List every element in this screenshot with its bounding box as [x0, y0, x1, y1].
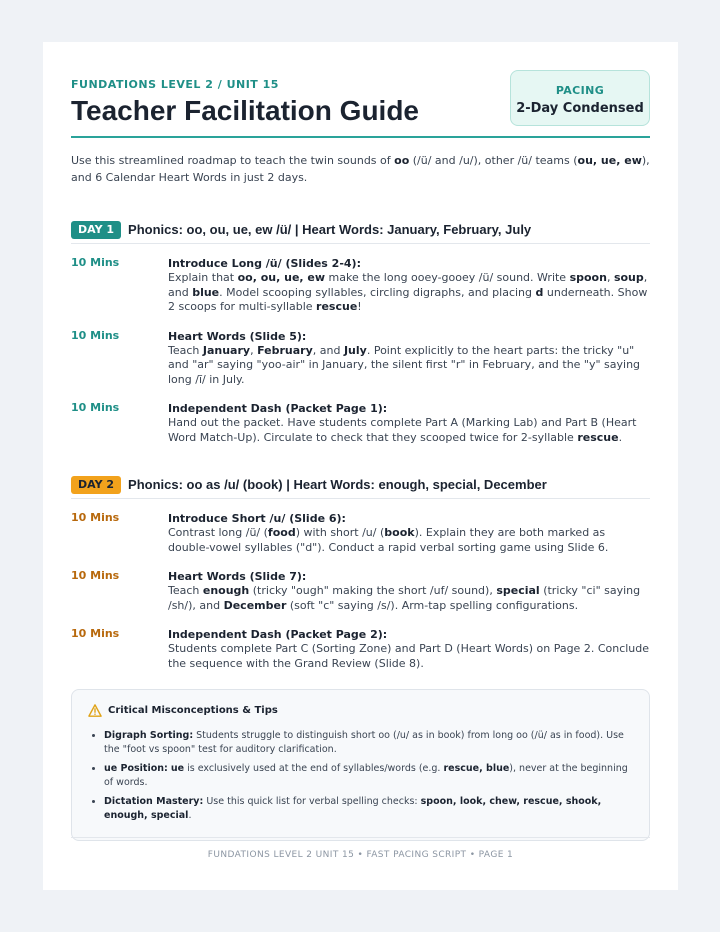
day-2-section — [71, 475, 650, 671]
tip-item — [104, 729, 633, 757]
activity-duration: 10 Mins — [71, 511, 120, 524]
intro-paragraph — [71, 152, 650, 186]
text-run: ), and 6 Calendar Heart Words in just 2 days. — [71, 154, 650, 184]
bold-term: book — [384, 526, 415, 539]
day-header — [71, 475, 650, 499]
activity-row — [71, 329, 650, 388]
text-run: , — [250, 343, 258, 357]
activity-duration: 10 Mins — [71, 401, 120, 414]
text-run: ). Explain they are both marked as double-vowel syllables ("d"). Conduct a rapid verbal sorting game using Slide 6. — [168, 526, 609, 554]
tip-item — [104, 762, 633, 790]
text-run: is exclusively used at the end of syllables/words (e.g. — [184, 763, 444, 774]
bold-term: July — [343, 343, 367, 357]
text-run: , and — [168, 271, 648, 299]
page-title: Teacher Facilitation Guide — [71, 95, 420, 126]
bold-term: rescue — [316, 300, 358, 313]
bold-term: soup — [613, 271, 644, 284]
activity-body — [168, 256, 650, 315]
text-run: , — [606, 271, 614, 284]
activity-description — [168, 271, 650, 315]
day-badge: DAY 1 — [71, 221, 121, 239]
pacing-box — [510, 70, 650, 126]
bold-term: rescue — [577, 430, 619, 444]
page-footer: FUNDATIONS LEVEL 2 UNIT 15 • FAST PACING SCRIPT • PAGE 1 — [71, 837, 650, 860]
text-run: make the long ooey-gooey /ü/ sound. Write — [325, 271, 570, 284]
text-run: . — [618, 430, 623, 444]
bold-term: blue — [192, 285, 220, 299]
activity-description — [168, 584, 650, 613]
activity-title: Heart Words (Slide 7): — [168, 570, 307, 583]
bold-term: special — [496, 584, 540, 597]
bold-term: oo, ou, ue, ew — [237, 271, 326, 284]
activity-body — [168, 401, 650, 445]
activity-duration: 10 Mins — [71, 569, 120, 582]
bold-term: February — [257, 343, 313, 357]
activity-description — [168, 642, 650, 671]
activity-list — [71, 256, 650, 445]
activity-list — [71, 511, 650, 671]
day-badge: DAY 2 — [71, 476, 121, 494]
text-run: Teach — [168, 343, 203, 357]
day-1-section — [71, 220, 650, 445]
text-run: Contrast long /ü/ ( — [168, 526, 268, 539]
text-run: underneath. Show 2 scoops for multi-syllable — [168, 285, 648, 313]
bold-term: rescue, blue — [443, 763, 510, 774]
unit-eyebrow: FUNDATIONS LEVEL 2 / UNIT 15 — [71, 78, 279, 91]
tips-list — [88, 729, 633, 823]
activity-body — [168, 569, 650, 613]
warning-triangle-icon — [88, 704, 102, 717]
activity-duration: 10 Mins — [71, 256, 120, 269]
text-run: ! — [357, 300, 362, 313]
day-title: Phonics: oo as /u/ (book) | Heart Words: enough, special, December — [128, 477, 547, 492]
bold-term: Digraph Sorting: — [104, 730, 194, 741]
text-run: (tricky "ci" saying /sh/), and — [168, 584, 641, 612]
text-run: ) with short /u/ ( — [295, 526, 385, 539]
tips-box — [71, 689, 650, 841]
tips-title: Critical Misconceptions & Tips — [108, 705, 278, 716]
bold-term: Dictation Mastery: — [104, 796, 204, 807]
text-run: Explain that — [168, 271, 238, 284]
activity-body — [168, 511, 650, 555]
activity-row — [71, 511, 650, 555]
activity-title: Heart Words (Slide 5): — [168, 329, 307, 343]
text-run: . — [188, 810, 192, 821]
text-run: Use this streamlined roadmap to teach the twin sounds of — [71, 154, 395, 167]
activity-row — [71, 569, 650, 613]
bold-term: d — [535, 285, 544, 299]
text-run: ), never at the beginning of words. — [104, 763, 628, 788]
activity-description — [168, 526, 650, 555]
activity-title: Independent Dash (Packet Page 1): — [168, 402, 388, 415]
text-run: Students complete Part C (Sorting Zone) and Part D (Heart Words) on Page 2. Conclude the sequence with the Grand Review (Slide 8). — [168, 642, 650, 670]
text-run: Students struggle to distinguish short oo (/u/ as in book) from long oo (/ü/ as in food). Use the "foot vs spoon" test for auditory clarification. — [104, 730, 624, 755]
bold-term: food — [267, 526, 296, 539]
activity-title: Independent Dash (Packet Page 2): — [168, 628, 388, 641]
day-header — [71, 220, 650, 244]
tips-header — [88, 704, 633, 717]
bold-term: January — [202, 343, 251, 357]
activity-title: Introduce Short /u/ (Slide 6): — [168, 512, 346, 525]
bold-term: ue Position: — [104, 763, 168, 774]
bold-term: spoon — [569, 271, 607, 284]
activity-title: Introduce Long /ü/ (Slides 2-4): — [168, 257, 361, 270]
text-run: (tricky "ough" making the short /uf/ sound), — [249, 584, 497, 597]
bold-term: oo — [394, 154, 410, 167]
activity-body — [168, 329, 650, 388]
text-run: , and — [312, 343, 344, 357]
activity-body — [168, 627, 650, 671]
activity-row — [71, 256, 650, 315]
text-run: Use this quick list for verbal spelling checks: — [203, 796, 421, 807]
page-header — [71, 42, 650, 138]
activity-row — [71, 627, 650, 671]
document-page — [43, 42, 678, 890]
text-run: . Point explicitly to the heart parts: the tricky "u" and "ar" saying "yoo-air" in January, the silent first "r" in February, and the "y" saying long /ī/ in July. — [168, 343, 641, 386]
activity-duration: 10 Mins — [71, 328, 120, 342]
tip-item — [104, 795, 633, 823]
activity-description — [168, 416, 650, 445]
pacing-label: PACING — [555, 84, 605, 97]
activity-description — [168, 344, 650, 388]
bold-term: spoon, look, chew, rescue, shook, enough, special — [104, 796, 602, 821]
text-run: (/ü/ and /u/), other /ü/ teams ( — [409, 154, 578, 167]
text-run: (soft "c" saying /s/). Arm-tap spelling configurations. — [286, 598, 579, 612]
bold-term: December — [223, 598, 287, 612]
bold-term: ue — [170, 763, 185, 774]
text-run: . Model scooping syllables, circling digraphs, and placing — [219, 285, 536, 299]
bold-term: enough — [202, 584, 250, 597]
bold-term: ou, ue, ew — [577, 154, 642, 167]
pacing-value: 2-Day Condensed — [516, 101, 644, 116]
days-container — [71, 220, 650, 671]
text-run: Hand out the packet. Have students complete Part A (Marking Lab) and Part B (Heart Word Match-Up). Circulate to check that they scooped twice for 2-syllable — [168, 416, 637, 444]
activity-row — [71, 401, 650, 445]
activity-duration: 10 Mins — [71, 627, 120, 640]
day-title: Phonics: oo, ou, ue, ew /ü/ | Heart Words: January, February, July — [128, 222, 532, 237]
text-run: Teach — [168, 584, 203, 597]
